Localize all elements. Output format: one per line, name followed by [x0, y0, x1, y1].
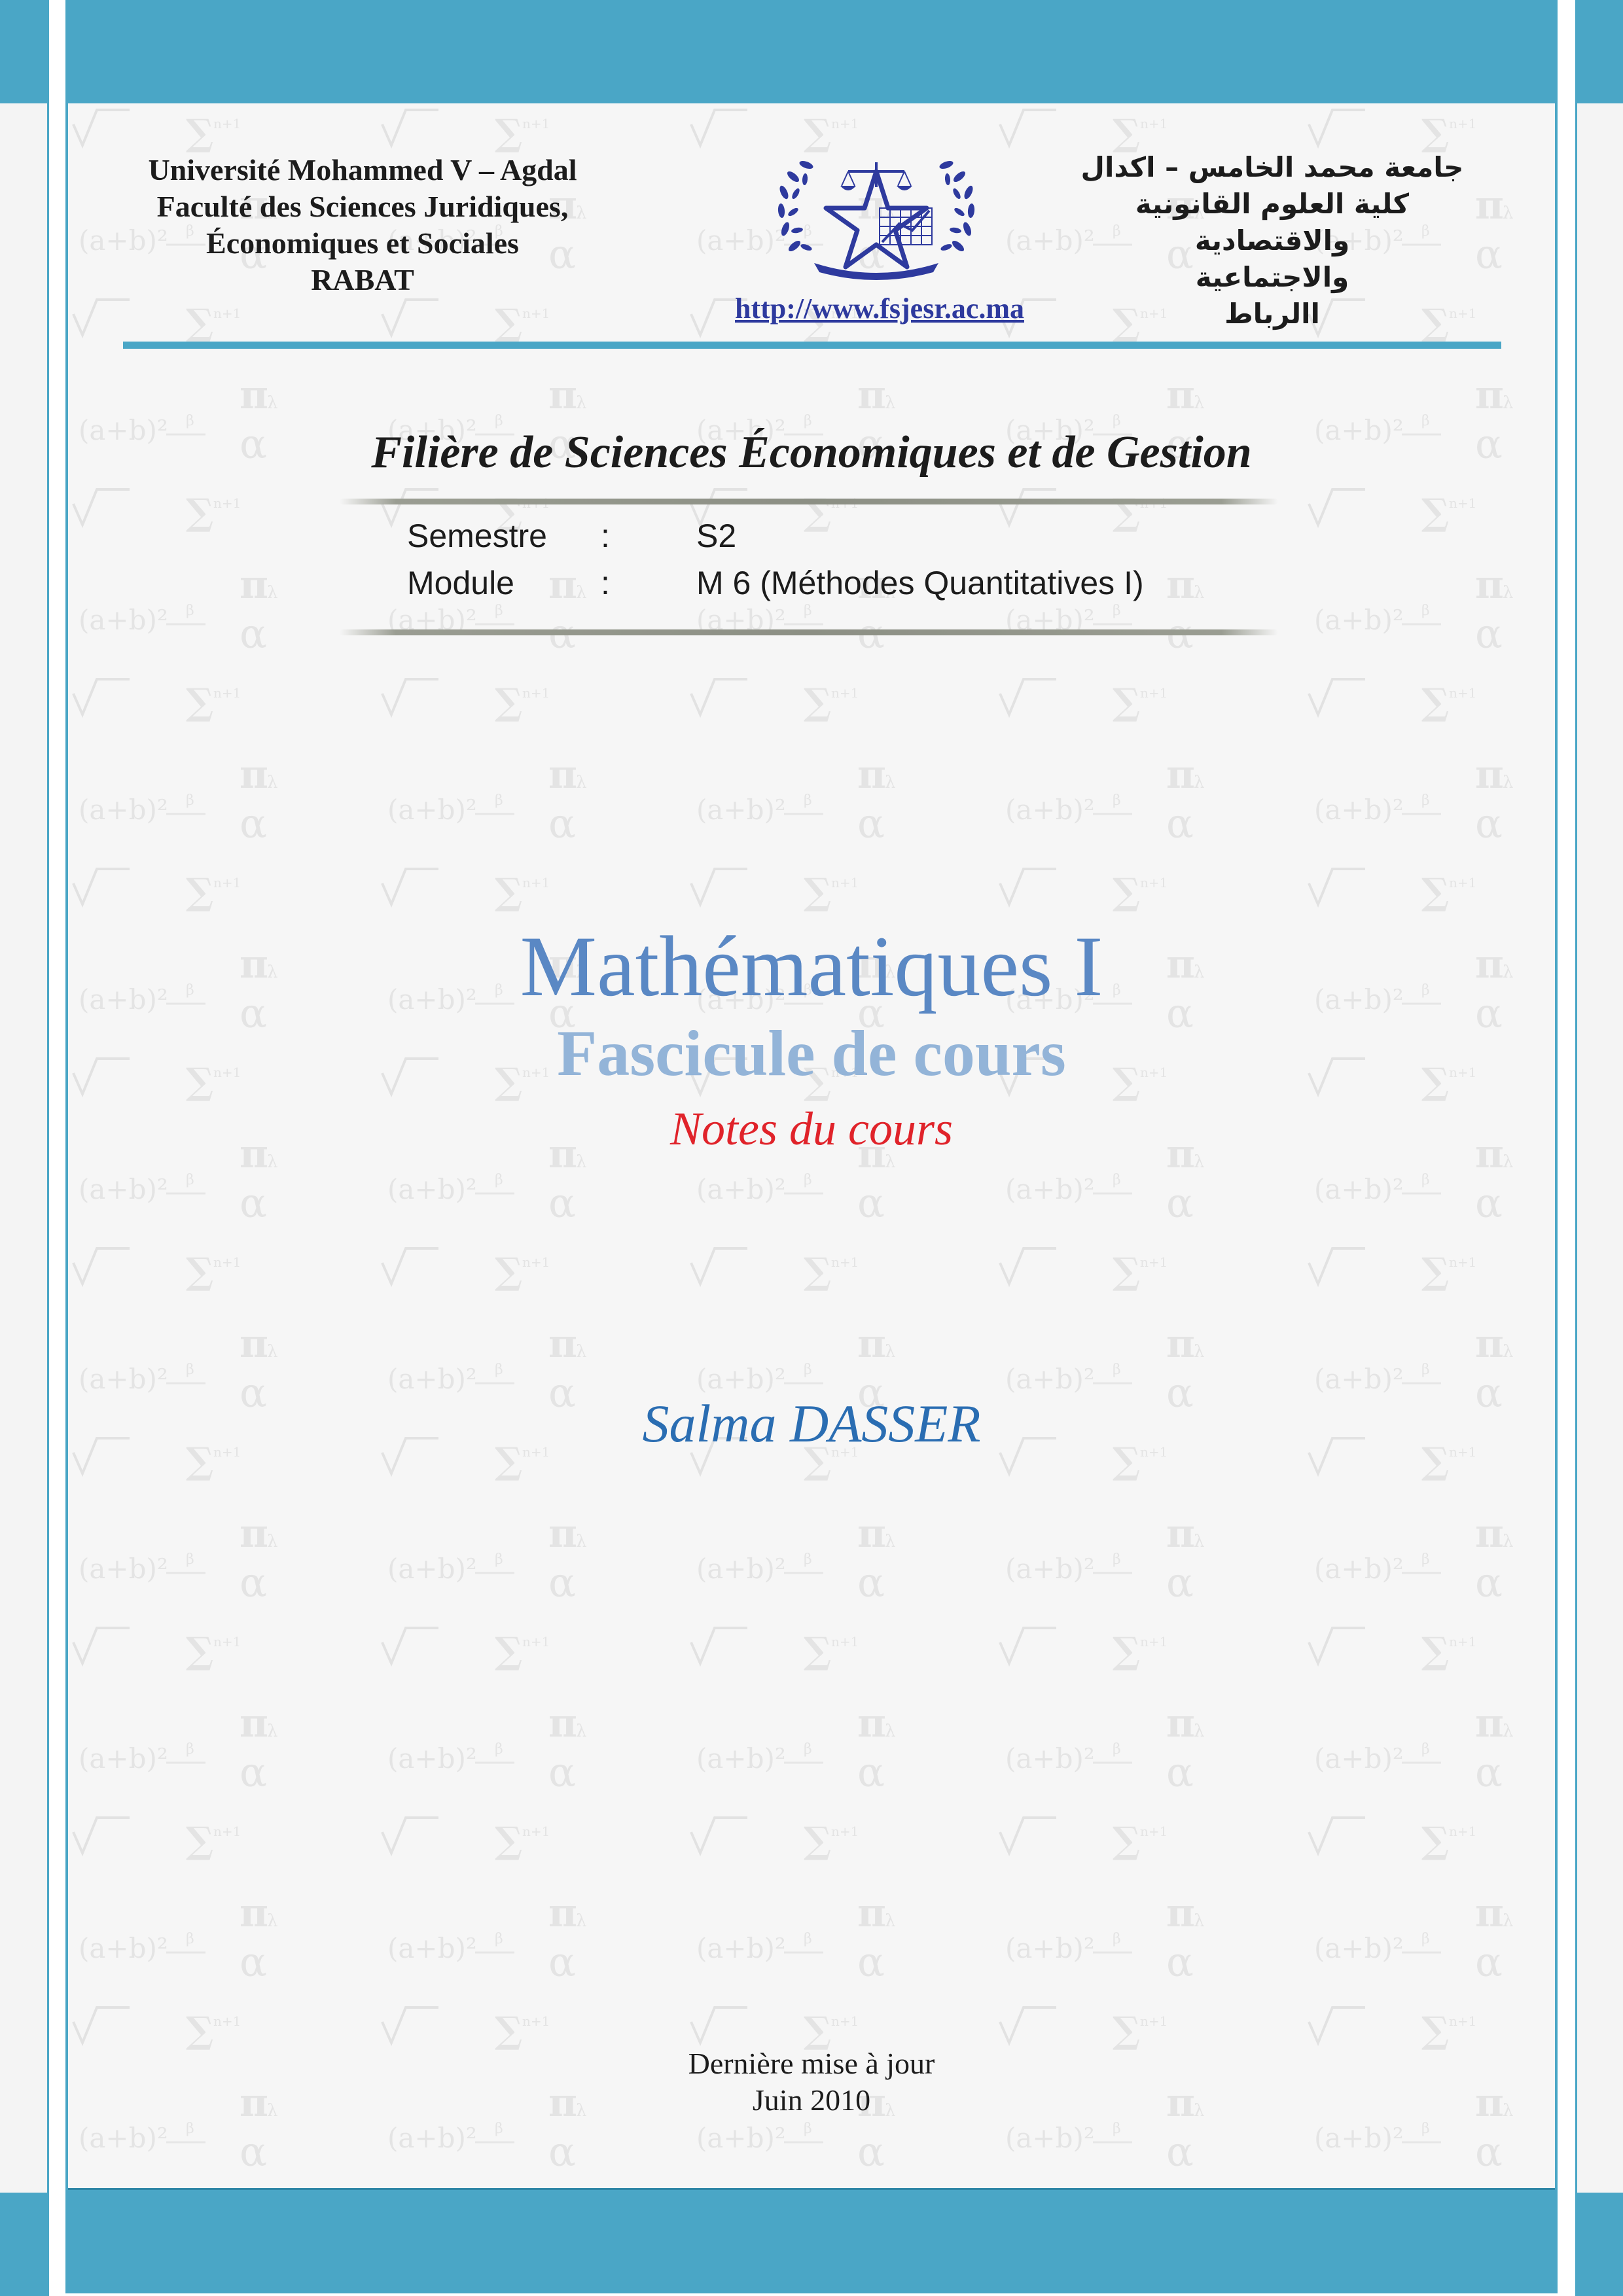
university-name-arabic	[1076, 149, 1469, 332]
semester-value: S2	[696, 518, 737, 554]
right-strip-bottom-band	[1577, 2193, 1623, 2296]
last-update-label: Dernière mise à jour	[688, 2047, 935, 2080]
cover-page	[65, 0, 1558, 2293]
french-line-3: Économiques et Sociales	[206, 226, 519, 260]
arabic-line-2: كلية العلوم القانونية والاقتصادية	[1135, 188, 1410, 256]
left-strip-bottom-band	[0, 2193, 47, 2296]
french-line-1: Université Mohammed V – Agdal	[148, 153, 577, 186]
arabic-line-4: االرباط	[1224, 298, 1320, 330]
author-name: Salma DASSER	[642, 1394, 981, 1453]
filiere-title: Filière de Sciences Économiques et de Gestion	[371, 427, 1252, 478]
module-separator: :	[601, 565, 610, 601]
left-strip-top-band	[0, 0, 47, 103]
last-update-date: Juin 2010	[752, 2083, 871, 2117]
semester-separator: :	[601, 518, 610, 554]
left-edge-strip	[0, 0, 49, 2296]
module-value: M 6 (Méthodes Quantitatives I)	[696, 565, 1144, 601]
last-update	[68, 2045, 1555, 2119]
document-title: Mathématiques I	[520, 918, 1103, 1014]
bottom-band	[68, 2188, 1555, 2293]
document-notes-label: Notes du cours	[670, 1103, 953, 1155]
module-label: Module	[407, 565, 514, 601]
french-line-2: Faculté des Sciences Juridiques,	[156, 190, 569, 223]
arabic-line-3: والاجتماعية	[1195, 261, 1349, 293]
semester-label: Semestre	[407, 518, 547, 554]
info-bottom-divider	[340, 629, 1278, 635]
header-divider	[123, 342, 1501, 349]
arabic-line-1: جامعة محمد الخامس – اكدال	[1080, 151, 1464, 183]
document-subtitle: Fascicule de cours	[557, 1017, 1066, 1089]
french-line-4: RABAT	[311, 263, 414, 296]
right-edge-strip	[1575, 0, 1623, 2296]
info-top-divider	[340, 499, 1278, 504]
website-link[interactable]: http://www.fsjesr.ac.ma	[735, 292, 1024, 325]
right-strip-top-band	[1577, 0, 1623, 103]
university-name-french	[147, 152, 579, 298]
top-band	[68, 0, 1555, 103]
university-emblem-icon	[768, 148, 984, 285]
